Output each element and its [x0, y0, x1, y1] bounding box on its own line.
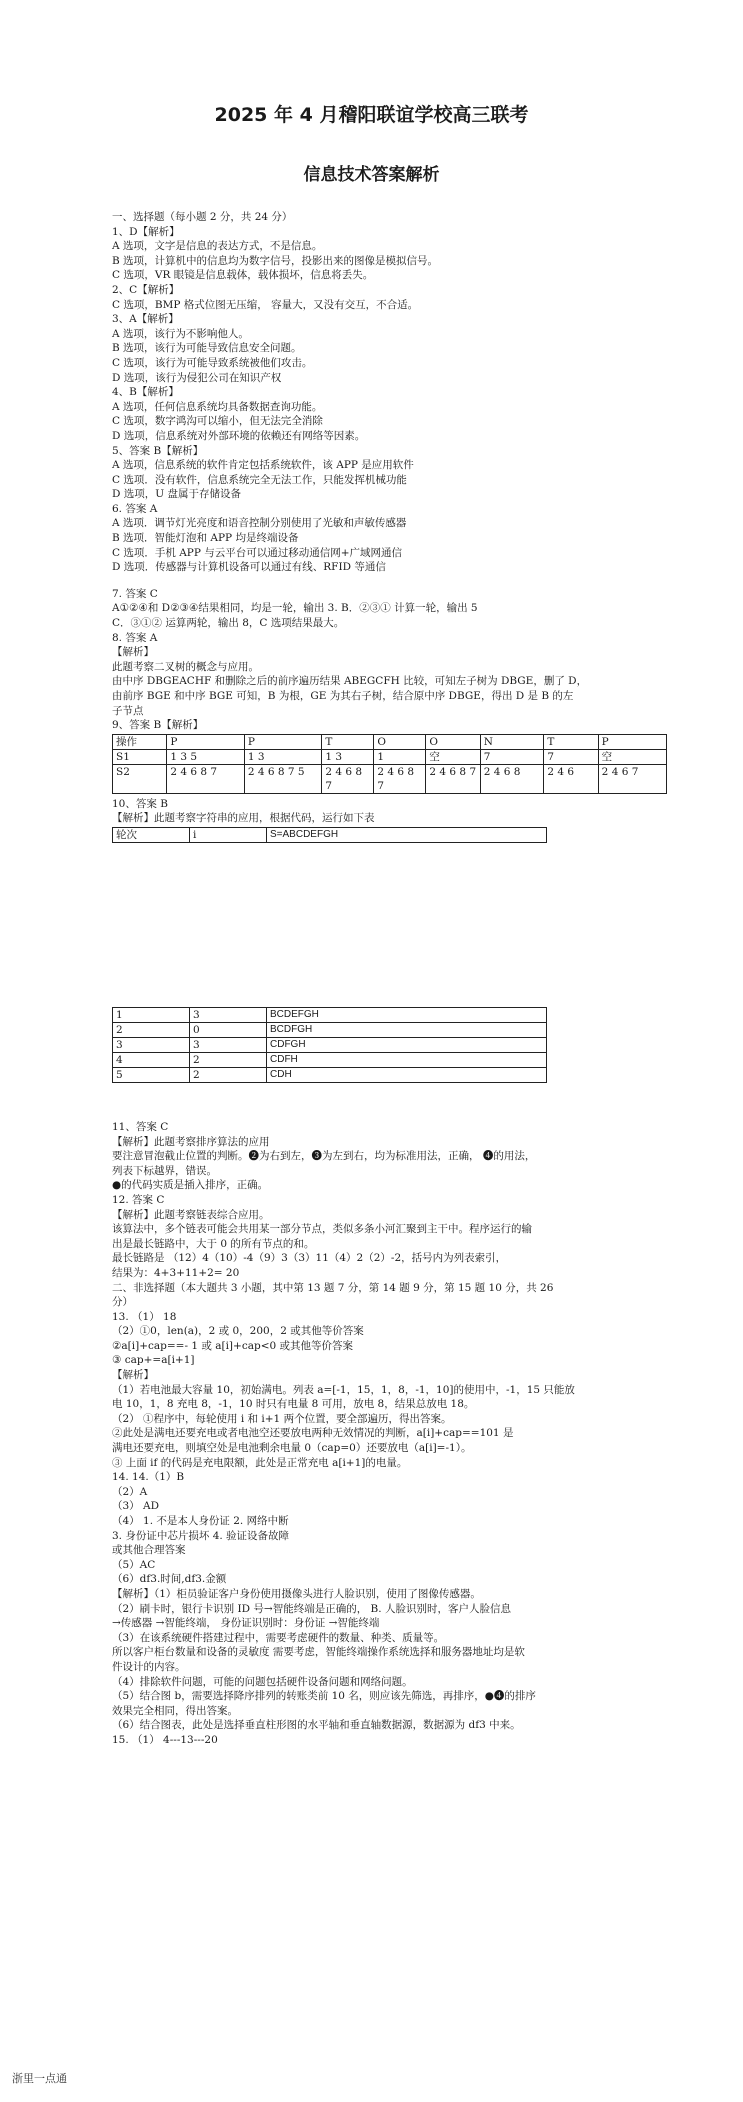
- blank-area: [112, 846, 702, 1006]
- text-line: 一、选择题（每小题 2 分，共 24 分）: [112, 211, 293, 223]
- table-cell: O: [374, 734, 426, 749]
- table-cell: 1 3: [244, 749, 321, 764]
- table-cell: 2 4 6 8 7 5: [244, 764, 321, 793]
- text-line: →传感器 →智能终端， 身份证识别时：身份证 →智能终端: [112, 1617, 380, 1630]
- text-line: C 选项，该行为可能导致系统被他们攻击。: [112, 356, 313, 369]
- table-row: [113, 734, 667, 749]
- table-cell: 2 4 6 7: [598, 764, 666, 793]
- text-line: 效果完全相同，得出答案。: [112, 1704, 238, 1717]
- text-line: 13. （1） 18: [112, 1310, 177, 1323]
- text-line: B 选项．智能灯泡和 APP 均是终端设备: [112, 532, 299, 545]
- text-line: 件设计的内容。: [112, 1660, 186, 1673]
- table-cell: 1: [374, 749, 426, 764]
- text-line: 9、答案 B【解析】: [112, 719, 204, 732]
- text-line: 所以客户柜台数量和设备的灵敏度 需要考虑，智能终端操作系统选择和服务器地址均是软: [112, 1646, 525, 1659]
- q9-stack-table: [112, 734, 667, 794]
- text-line: 列表下标越界，错误。: [112, 1164, 217, 1177]
- table-cell: BCDFGH: [267, 1022, 547, 1037]
- table-row: [113, 1037, 547, 1052]
- text-line: C 选项．没有软件，信息系统完全无法工作，只能发挥机械功能: [112, 473, 407, 486]
- text-line: D 选项，U 盘属于存储设备: [112, 488, 241, 501]
- text-line: 出是最长链路中，大于 0 的所有节点的和。: [112, 1237, 315, 1250]
- text-line: ②此处是满电还要充电或者电池空还要放电两种无效情况的判断，a[i]+cap==101 是: [112, 1427, 514, 1440]
- text-line: （1）若电池最大容量 10，初始满电。列表 a=[-1，15，1，8，-1，10]的使用中，-1，15 只能放: [112, 1383, 575, 1396]
- table-cell: 0: [190, 1022, 267, 1037]
- text-line: 二、非选择题（本大题共 3 小题，其中第 13 题 7 分，第 14 题 9 分，第 15 题 10 分，共 26: [112, 1281, 554, 1294]
- text-line: 4、B【解析】: [112, 386, 179, 399]
- text-line: 或其他合理答案: [112, 1544, 186, 1557]
- text-line: A 选项，该行为不影响他人。: [112, 327, 249, 340]
- table-cell: 4: [113, 1052, 190, 1067]
- table-cell: T: [322, 734, 374, 749]
- table-cell: 1 3: [322, 749, 374, 764]
- table-cell: P: [598, 734, 666, 749]
- text-line: A 选项，信息系统的软件肯定包括系统软件，该 APP 是应用软件: [112, 459, 414, 472]
- table-cell: 2 4 6 8: [480, 764, 544, 793]
- text-line: C．③①② 运算两轮，输出 8，C 选项结果最大。: [112, 617, 345, 630]
- choice-answers-7-to-9: [112, 587, 702, 733]
- table-cell: 5: [113, 1067, 190, 1082]
- text-line: 该算法中，多个链表可能会共用某一部分节点，类似多条小河汇聚到主干中。程序运行的输: [112, 1223, 532, 1236]
- text-line: （2）①0，len(a)，2 或 0，200，2 或其他等价答案: [112, 1325, 364, 1338]
- text-line: 11、答案 C: [112, 1120, 169, 1133]
- choice-answer-10: [112, 797, 702, 826]
- text-line: 此题考察二叉树的概念与应用。: [112, 660, 259, 673]
- text-line: （3）在该系统硬件搭建过程中，需要考虑硬件的数量、种类、质量等。: [112, 1631, 445, 1644]
- source-watermark: 浙里一点通: [12, 2072, 67, 2085]
- text-line: 由中序 DBGEACHF 和删除之后的前序遍历结果 ABEGCFH 比较，可知左子树为 DBGE，删了 D，: [112, 675, 588, 688]
- text-line: 7. 答案 C: [112, 587, 158, 600]
- text-line: 【解析】（1）柜员验证客户身份使用摄像头进行人脸识别，使用了图像传感器。: [112, 1587, 481, 1600]
- text-line: 10、答案 B: [112, 797, 168, 810]
- table-cell: 3: [190, 1037, 267, 1052]
- text-line: 子节点: [112, 704, 144, 717]
- text-line: ②a[i]+cap==- 1 或 a[i]+cap<0 或其他等价答案: [112, 1339, 354, 1352]
- text-line: 【解析】: [112, 1369, 154, 1382]
- text-line: 满电还要充电，则填空处是电池剩余电量 0（cap=0）还要放电（a[i]=-1）。: [112, 1442, 472, 1455]
- table-cell: 1: [113, 1007, 190, 1022]
- table-cell: 1 3 5: [167, 749, 244, 764]
- exam-title: 2025 年 4 月稽阳联谊学校高三联考: [214, 104, 529, 126]
- table-cell: 2 4 6 8 7: [322, 764, 374, 793]
- table-row: [113, 764, 667, 793]
- text-line: 3. 身份证中芯片损坏 4. 验证设备故障: [112, 1529, 290, 1542]
- table-cell: 2: [113, 1022, 190, 1037]
- table-cell: 2 4 6 8 7: [374, 764, 426, 793]
- text-line: 8. 答案 A: [112, 631, 158, 644]
- text-line: ③ cap+=a[i+1]: [112, 1354, 195, 1367]
- text-line: 6. 答案 A: [112, 502, 158, 515]
- text-line: （4） 1. 不是本人身份证 2. 网络中断: [112, 1515, 289, 1527]
- text-line: 【解析】: [112, 646, 154, 659]
- table-row: [113, 749, 667, 764]
- table-cell: 2 4 6 8 7: [426, 764, 480, 793]
- table-cell: CDFH: [267, 1052, 547, 1067]
- text-line: 3、A【解析】: [112, 313, 179, 326]
- table-cell: 空: [426, 749, 480, 764]
- text-line: D 选项．传感器与计算机设备可以通过有线、RFID 等通信: [112, 561, 386, 574]
- text-line: A 选项．调节灯光亮度和语音控制分别使用了光敏和声敏传感器: [112, 517, 407, 530]
- text-line: 14. 14.（1）B: [112, 1471, 185, 1484]
- text-line: 2、C【解析】: [112, 283, 180, 296]
- text-line: D 选项，信息系统对外部环境的依赖还有网络等因素。: [112, 429, 366, 442]
- table-row: [113, 1007, 547, 1022]
- text-line: 【解析】此题考察字符串的应用，根据代码，运行如下表: [112, 812, 375, 825]
- table-cell: P: [244, 734, 321, 749]
- text-line: （5）结合图 b，需要选择降序排列的转账类前 10 名，则应该先筛选，再排序，●❹的排序: [112, 1690, 536, 1703]
- text-line: （4）排除软件问题，可能的问题包括硬件设备问题和网络问题。: [112, 1675, 413, 1688]
- table-cell: BCDEFGH: [267, 1007, 547, 1022]
- text-line: A 选项，任何信息系统均具备数据查询功能。: [112, 400, 323, 413]
- q10-header-table: [112, 827, 547, 843]
- table-row: [113, 1052, 547, 1067]
- text-line: C 选项，VR 眼镜是信息载体，载体损坏，信息将丢失。: [112, 269, 374, 282]
- table-row: [113, 1067, 547, 1082]
- table-cell: 空: [598, 749, 666, 764]
- text-line: （3） AD: [112, 1500, 160, 1513]
- text-line: 【解析】此题考察排序算法的应用: [112, 1135, 270, 1148]
- table-cell: 2 4 6: [544, 764, 598, 793]
- table-cell: S1: [113, 749, 167, 764]
- text-line: B 选项，计算机中的信息均为数字信号，投影出来的图像是模拟信号。: [112, 254, 439, 267]
- text-line: C 选项．手机 APP 与云平台可以通过移动通信网+广域网通信: [112, 546, 403, 559]
- text-line: A①②④和 D②③④结果相同，均是一轮，输出 3. B．②③① 计算一轮，输出 5: [112, 602, 478, 615]
- text-line: ●的代码实质是插入排序，正确。: [112, 1179, 269, 1192]
- text-line: （6）结合图表，此处是选择垂直柱形图的水平轴和垂直轴数据源，数据源为 df3 中来。: [112, 1719, 521, 1732]
- text-line: 5、答案 B【解析】: [112, 444, 204, 457]
- answer-content: [112, 210, 702, 1748]
- table-cell: 3: [190, 1007, 267, 1022]
- text-line: 12. 答案 C: [112, 1193, 165, 1206]
- text-line: C 选项，数字鸿沟可以缩小，但无法完全消除: [112, 415, 323, 428]
- table-cell: P: [167, 734, 244, 749]
- text-line: 1、D【解析】: [112, 225, 180, 238]
- text-line: C 选项，BMP 格式位图无压缩， 容量大，又没有交互，不合适。: [112, 298, 419, 311]
- table-row: [113, 827, 547, 842]
- text-line: 分）: [112, 1296, 133, 1309]
- table-cell: 2 4 6 8 7: [167, 764, 244, 793]
- text-line: 电 10，1，8 充电 8，-1，10 时只有电量 8 可用，放电 8，结果总放电 18。: [112, 1398, 475, 1411]
- q10-rounds-table: [112, 1007, 547, 1083]
- table-cell: 7: [480, 749, 544, 764]
- answers-11-to-15: [112, 1120, 702, 1748]
- text-line: 要注意冒泡截止位置的判断。❷为右到左，❸为左到右，均为标准用法，正确， ❹的用法，: [112, 1150, 536, 1163]
- text-line: （6）df3.时间,df3.金额: [112, 1573, 227, 1586]
- table-cell: 3: [113, 1037, 190, 1052]
- choice-answers-1-to-6: [112, 210, 702, 575]
- text-line: （5）AC: [112, 1558, 156, 1571]
- table-cell: O: [426, 734, 480, 749]
- text-line: D 选项，该行为侵犯公司在知识产权: [112, 371, 282, 384]
- text-line: 【解析】此题考察链表综合应用。: [112, 1208, 270, 1221]
- table-cell: 2: [190, 1052, 267, 1067]
- table-cell: S2: [113, 764, 167, 793]
- text-line: ③ 上面 if 的代码是充电限额，此处是正常充电 a[i+1]的电量。: [112, 1456, 408, 1469]
- text-line: 由前序 BGE 和中序 BGE 可知，B 为根，GE 为其右子树，结合原中序 DBGE，得出 D 是 B 的左: [112, 690, 574, 702]
- table-cell: 7: [544, 749, 598, 764]
- text-line: （2） ①程序中，每轮使用 i 和 i+1 两个位置，要全部遍历，得出答案。: [112, 1412, 452, 1425]
- table-cell: i: [190, 827, 267, 842]
- table-row: [113, 1022, 547, 1037]
- table-cell: N: [480, 734, 544, 749]
- answer-analysis-subtitle: 信息技术答案解析: [303, 165, 440, 185]
- table-cell: CDFGH: [267, 1037, 547, 1052]
- text-line: 15. （1） 4---13---20: [112, 1733, 218, 1746]
- table-cell: 操作: [113, 734, 167, 749]
- text-line: 结果为：4+3+11+2= 20: [112, 1266, 240, 1279]
- table-cell: T: [544, 734, 598, 749]
- text-line: （2）刷卡时，银行卡识别 ID 号→智能终端是正确的， B. 人脸识别时，客户人脸信息: [112, 1602, 511, 1615]
- text-line: （2）A: [112, 1485, 148, 1498]
- table-cell: 2: [190, 1067, 267, 1082]
- text-line: B 选项，该行为可能导致信息安全问题。: [112, 342, 302, 355]
- table-cell: 轮次: [113, 827, 190, 842]
- text-line: 最长链路是 （12）4（10）-4（9）3（3）11（4）2（2）-2，括号内为列表索引，: [112, 1252, 507, 1265]
- table-cell: S=ABCDEFGH: [267, 827, 547, 842]
- table-cell: CDH: [267, 1067, 547, 1082]
- text-line: A 选项，文字是信息的表达方式，不是信息。: [112, 240, 323, 253]
